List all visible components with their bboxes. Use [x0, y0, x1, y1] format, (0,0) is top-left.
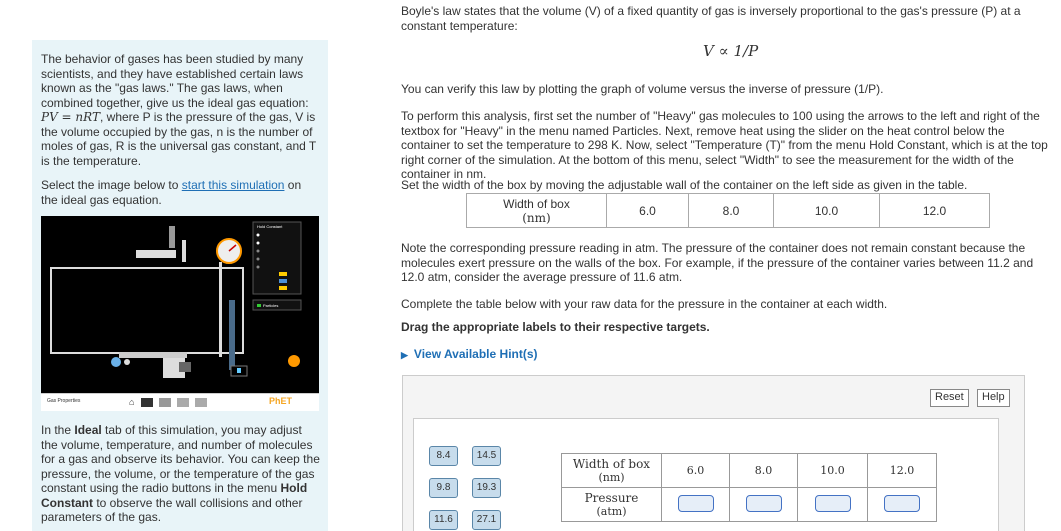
drop-cell — [798, 488, 868, 522]
energy-tab-icon[interactable] — [195, 398, 207, 407]
drop-target[interactable] — [815, 495, 851, 512]
width-cell: 12.0 — [880, 194, 990, 228]
note-paragraph: Note the corresponding pressure reading in atm. The pressure of the container does not remain constant because the molecules exert pressure on the walls of the box. For example, if the pressure of the container varies between 11.2 and 12.0 atm, consider the average pressure of 11.6 atm. — [401, 241, 1034, 284]
ideal-tab-icon[interactable] — [159, 398, 171, 407]
drop-target[interactable] — [746, 495, 782, 512]
simulation-navbar — [41, 393, 319, 411]
home-icon[interactable]: ⌂ — [129, 397, 135, 407]
perform-paragraph: To perform this analysis, first set the number of "Heavy" gas molecules to 100 using the arrows to the left and right of the textbox for "Heavy" in the menu named Particles. Next, remove heat using the slider on the heat control below the container to set the temperature to 298 K. Now, select "Temperature (T)" from the menu Hold Constant, which is at the top right corner of the simulation. At the bottom of this menu, select "Width" to see the measurement for the width of the container in nm. — [401, 109, 1048, 181]
intro-tab-icon[interactable] — [141, 398, 153, 407]
drag-drop-panel — [402, 375, 1025, 531]
width-cell: 10.0 — [798, 454, 868, 488]
width-cell: 8.0 — [689, 194, 774, 228]
ideal-gas-equation: PV = nRT — [41, 110, 100, 124]
reset-button[interactable]: Reset — [930, 389, 969, 407]
svg-text:Particles: Particles — [263, 303, 279, 308]
boyles-law-formula-text: V ∝ 1/P — [703, 42, 759, 60]
boyles-law-formula — [703, 42, 758, 60]
help-button[interactable]: Help — [977, 389, 1010, 407]
pressure-table-width-header: Width of box (nm) — [562, 454, 662, 488]
drag-drop-area — [413, 418, 999, 531]
width-cell: 8.0 — [730, 454, 798, 488]
ideal-tab-paragraph: In the Ideal tab of this simulation, you may adjust the volume, temperature, and number of molecules for a gas and observe its behavior. You can keep the pressure, the volume, or the temperature of the gas constant using the radio buttons in the menu Hold Constant to observe the wall collisions and other parameters of the gas. — [41, 423, 320, 524]
boyles-law-intro: Boyle's law states that the volume (V) of a fixed quantity of gas is inversely proportional to the gas's pressure (P) at a constant temperature: — [401, 4, 1021, 33]
drop-cell — [730, 488, 798, 522]
width-table — [466, 193, 990, 228]
select-image-paragraph: Select the image below to start this simulation on the ideal gas equation. — [41, 178, 302, 207]
drop-cell — [662, 488, 730, 522]
pressure-table — [561, 453, 937, 522]
verify-paragraph: You can verify this law by plotting the graph of volume versus the inverse of pressure (1/P). — [401, 82, 884, 96]
draggable-label[interactable]: 19.3 — [472, 478, 501, 498]
intro-paragraph: The behavior of gases has been studied by many scientists, and they have established certain laws known as the "gas laws." The gas laws, when combined together, give us the ideal gas equation: PV = nRT, where P is the pressure of the gas, V is the volume occupied by the gas, n is the number of moles of gas, R is the universal gas constant, and T is the temperature. — [41, 52, 317, 168]
width-cell: 10.0 — [774, 194, 880, 228]
phet-logo[interactable]: PhET — [269, 396, 293, 406]
width-cell: 6.0 — [662, 454, 730, 488]
draggable-label[interactable]: 11.6 — [429, 510, 458, 530]
complete-paragraph: Complete the table below with your raw data for the pressure in the container at each width. — [401, 297, 888, 311]
sidebar-panel — [32, 40, 328, 531]
width-cell: 6.0 — [607, 194, 689, 228]
svg-text:Hold Constant: Hold Constant — [257, 224, 283, 229]
drop-target[interactable] — [884, 495, 920, 512]
draggable-label[interactable]: 14.5 — [472, 446, 501, 466]
drag-instruction: Drag the appropriate labels to their respective targets. — [401, 320, 710, 334]
width-cell: 12.0 — [868, 454, 937, 488]
simulation-thumbnail[interactable] — [41, 216, 319, 411]
pressure-table-pressure-header: Pressure (atm) — [562, 488, 662, 522]
set-width-paragraph: Set the width of the box by moving the adjustable wall of the container on the left side as given in the table. — [401, 178, 968, 192]
simulation-title: Gas Properties — [47, 398, 81, 404]
simulation-preview-graphic — [41, 216, 319, 411]
drop-target[interactable] — [678, 495, 714, 512]
explore-tab-icon[interactable] — [177, 398, 189, 407]
draggable-label[interactable]: 8.4 — [429, 446, 458, 466]
caret-right-icon: ▶ — [401, 350, 408, 360]
drop-cell — [868, 488, 937, 522]
start-simulation-link[interactable]: start this simulation — [181, 178, 285, 192]
draggable-label[interactable]: 27.1 — [472, 510, 501, 530]
view-hints-link[interactable]: ▶ View Available Hint(s) — [401, 347, 538, 361]
draggable-label[interactable]: 9.8 — [429, 478, 458, 498]
width-table-header: Width of box (nm) — [467, 194, 607, 228]
